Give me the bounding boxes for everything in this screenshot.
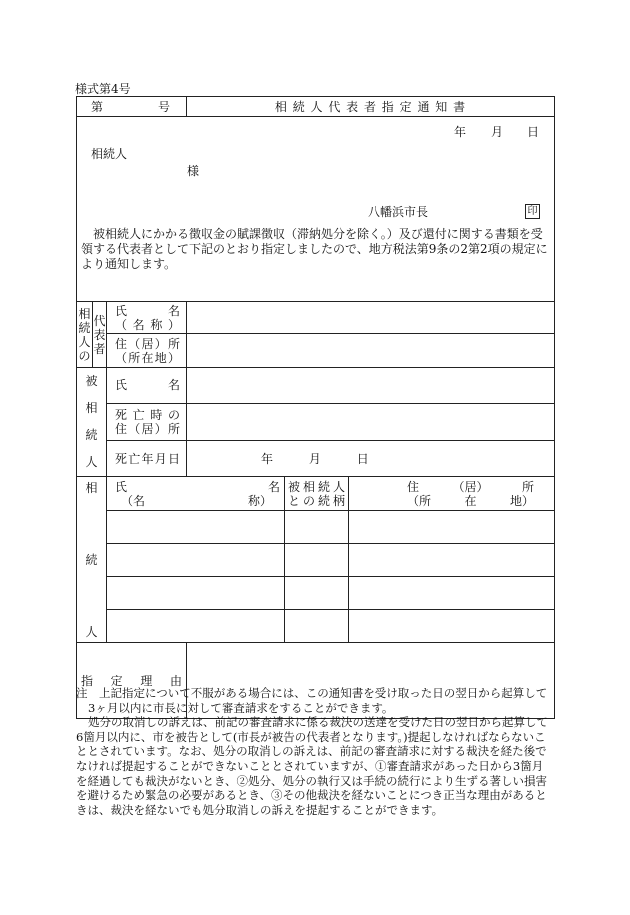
death-day-label: 日 (356, 451, 369, 466)
heirs-name-header: 氏 名 （名 称） (107, 477, 285, 511)
notification-form-table (76, 96, 555, 719)
representative-group-label-col1: 相 続 人 の (77, 302, 93, 368)
heir-row (77, 610, 555, 643)
notice-date-year: 年 (454, 125, 467, 139)
heirs-group-label: 相 続 人 (77, 477, 107, 643)
heirs-address-header: 住 （居） 所 （所 在 地） (349, 477, 555, 511)
heir-relation-cell[interactable] (285, 511, 349, 544)
note-lawsuit: 処分の取消しの訴えは、前記の審査請求に係る裁決の送達を受けた日の翌日から起算して6箇月以内に、市を被告として(市長が被告の代表者となります。)提起しなければならないこととされています。なお、処分の取消しの訴えは、前記の審査請求に対する裁決を経た後でなければ提起することができないこととされていますが、①審査請求があった日から3箇月を経過しても裁決がないとき、②処分、処分の執行又は手続の続行により生ずる著しい損害を避けるため緊急の必要があるとき、③その他裁決を経ないことにつき正当な理由があるときは、裁決を経ないでも処分取消しの訴えを提起することができます。 (76, 715, 548, 817)
heir-name-cell[interactable] (107, 577, 285, 610)
heir-address-cell[interactable] (349, 610, 555, 643)
decedent-death-date-value[interactable] (187, 441, 555, 477)
note-appeal: 注 上記指定について不服がある場合には、この通知書を受け取った日の翌日から起算して3ヶ月以内に市長に対して審査請求をすることができます。 (76, 686, 548, 715)
heir-address-cell[interactable] (349, 511, 555, 544)
number-label-right: 号 (157, 99, 170, 114)
heir-row (77, 577, 555, 610)
decedent-group-label: 被 相 続 人 (77, 368, 107, 477)
decedent-name-label: 氏 名 (107, 368, 187, 404)
representative-address-value[interactable] (187, 334, 555, 368)
heir-row (77, 511, 555, 544)
heir-relation-cell[interactable] (285, 544, 349, 577)
designation-reason-label: 指 定 理 由 (77, 643, 187, 719)
heir-name-cell[interactable] (107, 610, 285, 643)
notice-body: 被相続人にかかる徴収金の賦課徴収（滞納処分を除く。）及び還付に関する書類を受領する代表者として下記のとおり指定しましたので、地方税法第9条の2第2項の規定により通知します。 (81, 227, 548, 271)
heir-row (77, 544, 555, 577)
form-number: 様式第4号 (75, 82, 131, 96)
decedent-address-value[interactable] (187, 403, 555, 440)
decedent-name-value[interactable] (187, 368, 555, 404)
notice-date-day: 日 (527, 125, 540, 139)
representative-group-label-col2: 代 表 者 (93, 302, 107, 368)
death-year-label: 年 (261, 451, 274, 466)
heir-name-cell[interactable] (107, 511, 285, 544)
heir-relation-cell[interactable] (285, 577, 349, 610)
addressee-label: 相続人 (91, 147, 128, 161)
heir-address-cell[interactable] (349, 577, 555, 610)
representative-address-label: 住 （ 居 ） 所 （ 所 在 地 ） (107, 334, 187, 368)
heirs-relation-header: 被 相 続 人 と の 続 柄 (285, 477, 349, 511)
decedent-death-date-label: 死 亡 年 月 日 (107, 441, 187, 477)
sender-name: 八幡浜市長 (368, 205, 429, 219)
heir-relation-cell[interactable] (285, 610, 349, 643)
notice-cell (77, 117, 555, 302)
document-number-cell (77, 97, 187, 117)
document-title: 相 続 人 代 表 者 指 定 通 知 書 (187, 97, 555, 117)
number-label-left: 第 (91, 99, 104, 114)
representative-name-value[interactable] (187, 302, 555, 334)
notes-section (76, 686, 554, 817)
representative-name-label: 氏 名 （ 名 称 ） (107, 302, 187, 334)
honorific: 様 (187, 164, 200, 178)
heir-address-cell[interactable] (349, 544, 555, 577)
death-month-label: 月 (308, 451, 321, 466)
notice-date-month: 月 (491, 125, 504, 139)
decedent-address-label: 死 亡 時 の 住 （ 居 ） 所 (107, 403, 187, 440)
seal-mark: 印 (525, 204, 540, 219)
heir-name-cell[interactable] (107, 544, 285, 577)
